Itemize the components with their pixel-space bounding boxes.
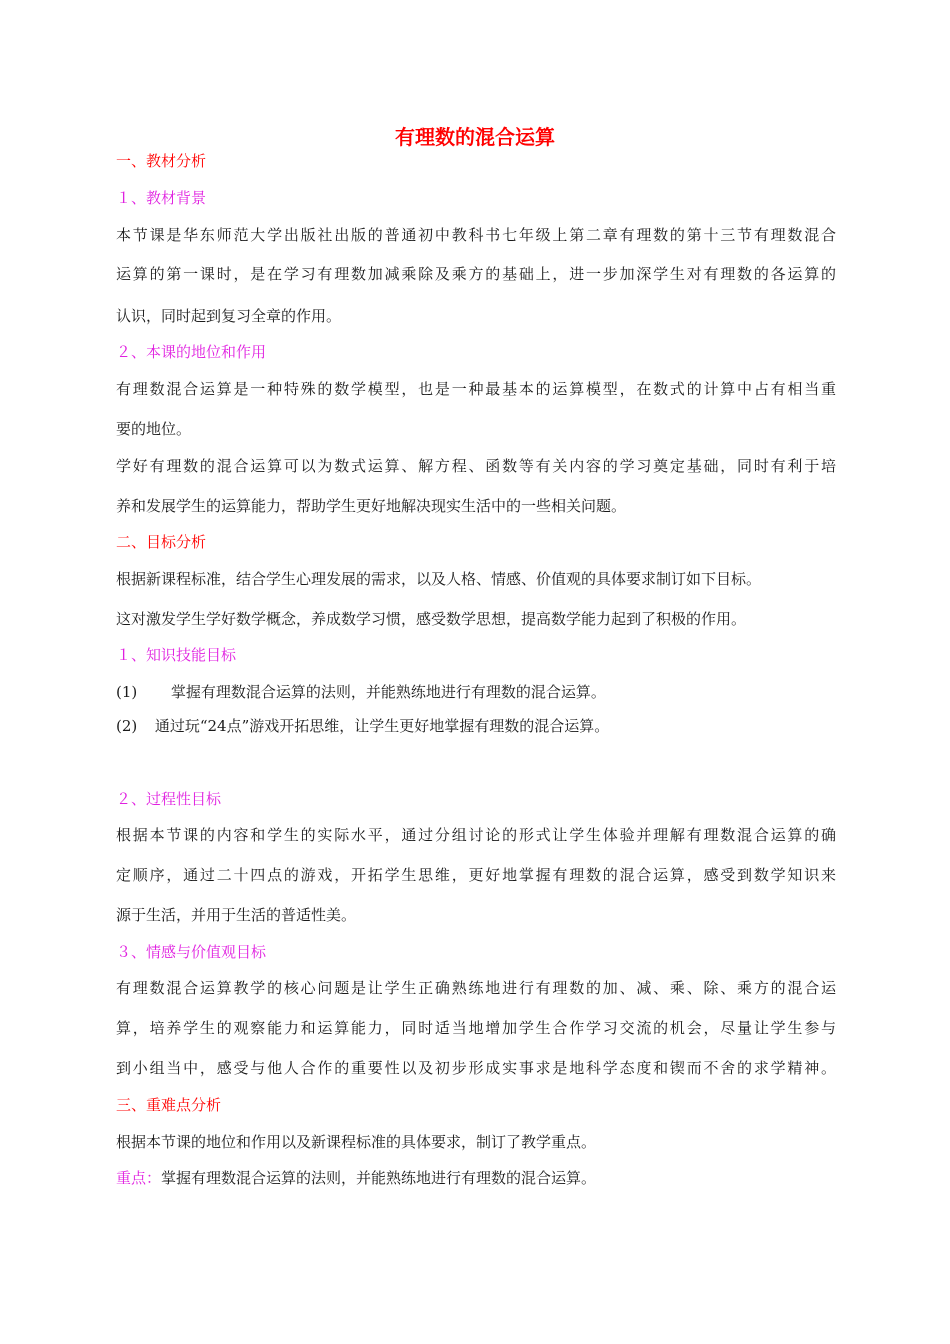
paragraph-line: 根据本节课的内容和学生的实际水平，通过分组讨论的形式让学生体验并理解有理数混合运算的确	[116, 826, 836, 844]
subheading-2-1: １、知识技能目标	[116, 646, 237, 664]
paragraph-line: 有理数混合运算教学的核心问题是让学生正确熟练地进行有理数的加、减、乘、除、乘方的混合运	[116, 979, 836, 997]
key-point-text: 掌握有理数混合运算的法则，并能熟练地进行有理数的混合运算。	[161, 1169, 597, 1187]
list-item	[116, 715, 609, 737]
paragraph-line: 根据本节课的地位和作用以及新课程标准的具体要求，制订了教学重点。	[116, 1133, 597, 1151]
document-title: 有理数的混合运算	[395, 125, 555, 149]
subheading-1-2: ２、本课的地位和作用	[116, 343, 267, 361]
list-item-number: (2)	[116, 717, 138, 735]
paragraph-line: 学好有理数的混合运算可以为数式运算、解方程、函数等有关内容的学习奠定基础，同时有利于培	[116, 457, 836, 475]
paragraph-line: 算，培养学生的观察能力和运算能力，同时适当地增加学生合作学习交流的机会，尽量让学生参与	[116, 1019, 836, 1037]
subheading-2-3: ３、情感与价值观目标	[116, 943, 267, 961]
list-item	[116, 681, 606, 703]
key-point	[116, 1167, 596, 1189]
paragraph-line: 认识，同时起到复习全章的作用。	[116, 307, 342, 325]
section-heading-3: 三、重难点分析	[116, 1096, 222, 1114]
key-point-label: 重点：	[116, 1169, 162, 1187]
list-item-number: (1)	[116, 683, 138, 701]
paragraph-line: 定顺序，通过二十四点的游戏，开拓学生思维，更好地掌握有理数的混合运算，感受到数学知识来	[116, 866, 836, 884]
subheading-2-2: ２、过程性目标	[116, 790, 222, 808]
list-item-text: 通过玩“24点”游戏开拓思维，让学生更好地掌握有理数的混合运算。	[154, 717, 610, 735]
section-heading-2: 二、目标分析	[116, 533, 207, 551]
paragraph-line: 本节课是华东师范大学出版社出版的普通初中教科书七年级上第二章有理数的第十三节有理数混合	[116, 226, 836, 244]
paragraph-line: 这对激发学生学好数学概念，养成数学习惯，感受数学思想，提高数学能力起到了积极的作用。	[116, 610, 747, 628]
paragraph-line: 根据新课程标准，结合学生心理发展的需求，以及人格、情感、价值观的具体要求制订如下目标。	[116, 570, 762, 588]
paragraph-line: 到小组当中，感受与他人合作的重要性以及初步形成实事求是地科学态度和锲而不舍的求学精神。	[116, 1059, 836, 1077]
paragraph-line: 源于生活，并用于生活的普适性美。	[116, 906, 357, 924]
list-item-text: 掌握有理数混合运算的法则，并能熟练地进行有理数的混合运算。	[170, 683, 606, 701]
paragraph-line: 养和发展学生的运算能力，帮助学生更好地解决现实生活中的一些相关问题。	[116, 497, 627, 515]
paragraph-line: 要的地位。	[116, 420, 192, 438]
section-heading-1: 一、教材分析	[116, 152, 207, 170]
paragraph-line: 有理数混合运算是一种特殊的数学模型，也是一种最基本的运算模型，在数式的计算中占有相当重	[116, 380, 836, 398]
subheading-1-1: １、教材背景	[116, 189, 207, 207]
paragraph-line: 运算的第一课时，是在学习有理数加减乘除及乘方的基础上，进一步加深学生对有理数的各运算的	[116, 265, 836, 283]
